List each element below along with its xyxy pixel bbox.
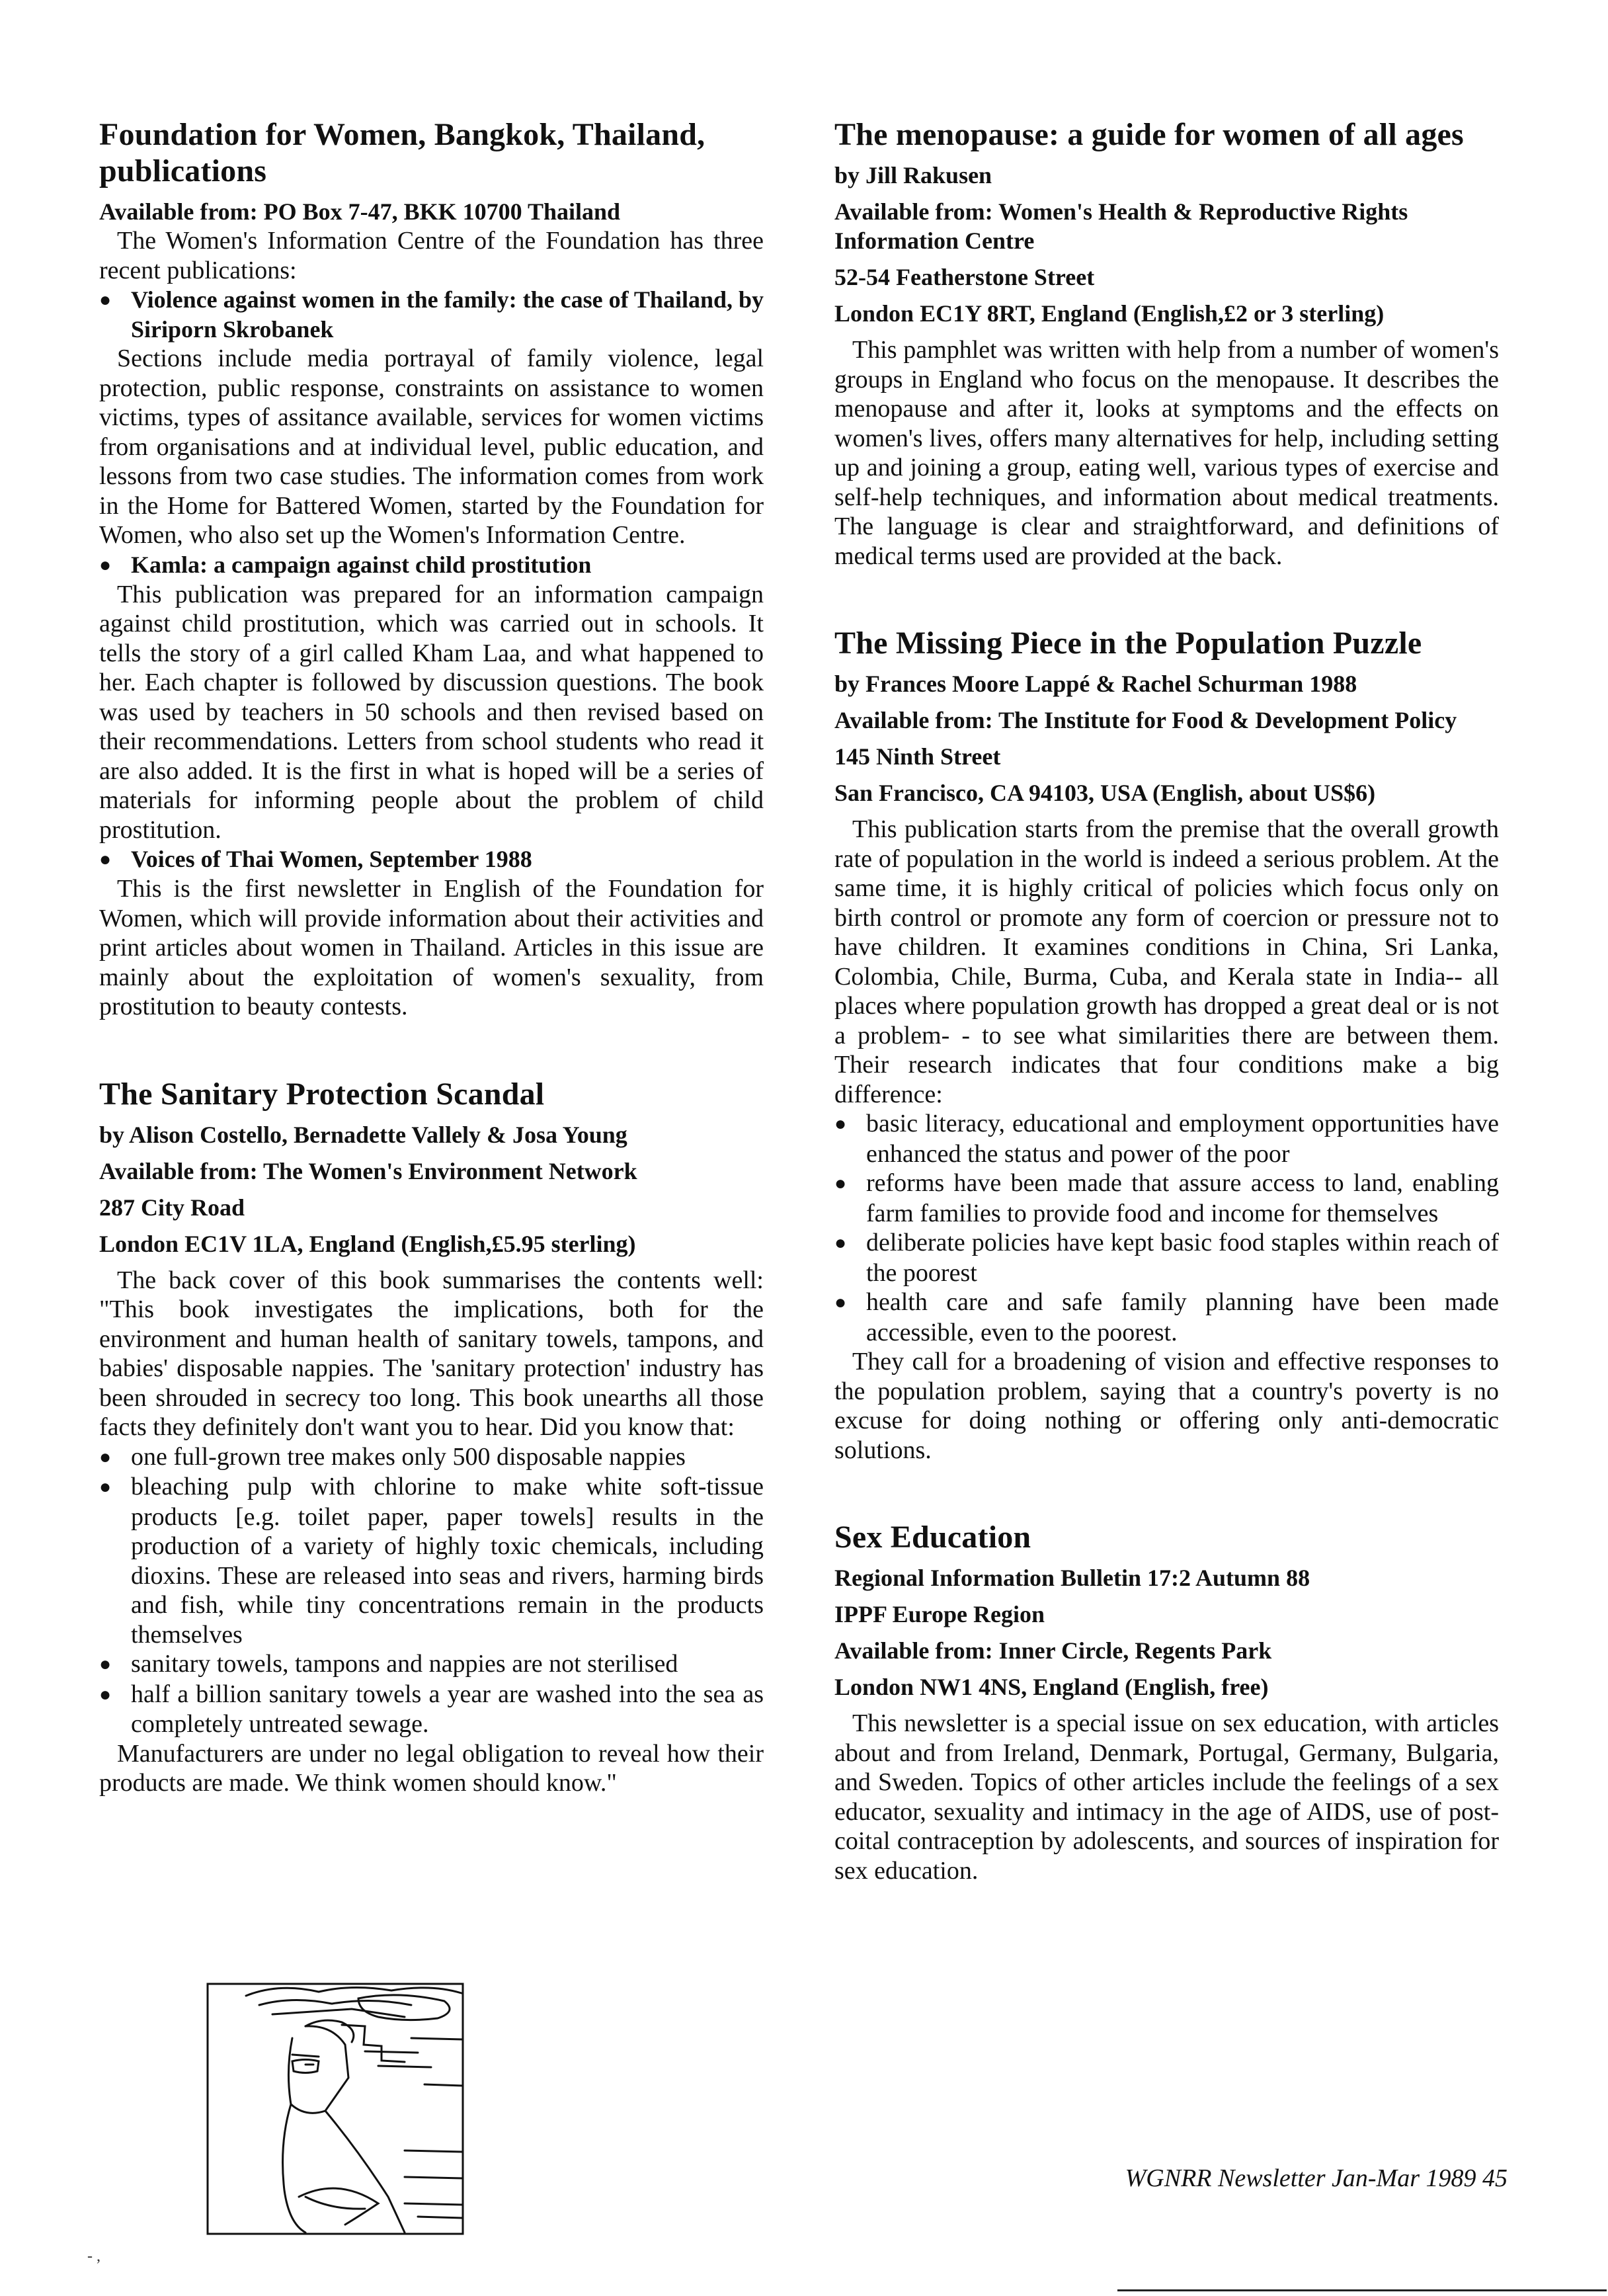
bullet-icon: ● [99,554,112,576]
address-line: 52-54 Featherstone Street [834,264,1095,290]
list-item: ● health care and safe family planning have been made accessible, even to the poorest. [834,1288,1499,1346]
intro-paragraph: This publication starts from the premise that the overall growth rate of population in the world is indeed a serious problem. At the same time, it is highly critical of policies which focus only on birth control or promote any form of coercion or pressure not to have children. It examines conditions in China, Sri Lanka, Colombia, Chile, Burma, Cuba, and Kerala state in India-- all places where population growth has dropped a great deal or is not a problem- - to see what similarities there are between them. Their research indicates that four conditions make a big difference: [834,815,1499,1108]
article-title: The Sanitary Protection Scandal [99,1076,545,1112]
address-line: London EC1Y 8RT, England (English,£2 or 3 sterling) [834,300,1385,327]
authors: by Alison Costello, Bernadette Vallely & Josa Young [99,1121,627,1148]
page-footer: WGNRR Newsletter Jan-Mar 1989 45 [1125,2164,1508,2192]
availability: Available from: PO Box 7-47, BKK 10700 Thailand [99,198,621,225]
list-item: ● basic literacy, educational and employment opportunities have enhanced the status and power of the poor [834,1110,1499,1168]
authors: by Frances Moore Lappé & Rachel Schurman 1988 [834,671,1357,697]
article-menopause [834,116,1499,571]
scan-mark: - , [87,2248,100,2265]
body-paragraph: This newsletter is a special issue on sex education, with articles about and from Ireland, Denmark, Portugal, Germany, Bulgaria, and Sweden. Topics of other articles include the feelings of a sex educator, sexuality and intimacy in the age of AIDS, use of post-coital contraception by adolescents, and sources of inspiration for sex education. [834,1709,1499,1885]
article-title: The menopause: a guide for women of all ages [834,117,1464,152]
organisation-line: IPPF Europe Region [834,1601,1045,1627]
article-foundation-for-women [99,116,764,1022]
address-line: London NW1 4NS, England (English, free) [834,1674,1269,1700]
article-sex-education [834,1519,1499,1885]
authors: by Jill Rakusen [834,162,992,188]
bullet-icon: ● [99,1683,112,1705]
availability: Available from: Women's Health & Reproductive Rights Information Centre [834,198,1408,254]
veiled-woman-illustration [206,1979,465,2236]
bullet-icon: ● [99,1476,112,1498]
bullet-icon: ● [834,1172,847,1194]
bullet-icon: ● [99,1446,112,1468]
article-sanitary-protection [99,1076,764,1798]
bullet-icon: ● [99,1653,112,1675]
bullet-list [99,1442,764,1739]
intro-paragraph: The Women's Information Centre of the Foundation has three recent publications: [99,227,764,284]
publication-heading: ● Violence against women in the family: the case of Thailand, by Siriporn Skrobanek [99,286,764,343]
intro-paragraph: The back cover of this book summarises the contents well: "This book investigates the implications, both for the environment and human health of sanitary towels, tampons, and babies' disposable nappies. The 'sanitary protection' industry has been shrouded in secrecy too long. This book unearths all those facts they definitely don't want you to hear. Did you know that: [99,1266,764,1441]
availability: Available from: The Women's Environment Network [99,1157,637,1184]
list-item: ● reforms have been made that assure access to land, enabling farm families to provide food and income for themselves [834,1169,1499,1227]
article-title: Foundation for Women, Bangkok, Thailand, publications [99,117,705,188]
availability: Available from: The Institute for Food & Development Policy [834,707,1457,733]
publication-heading: ● Voices of Thai Women, September 1988 [99,844,764,874]
publication-description: This is the first newsletter in English of the Foundation for Women, which will provide information about their activities and print articles about women in Thailand. Articles in this issue are mainly about the exploitation of women's sexuality, from prostitution to beauty contests. [99,875,764,1020]
left-column [99,116,764,1798]
right-column [834,116,1499,1885]
bullet-icon: ● [834,1292,847,1313]
closing-paragraph: They call for a broadening of vision and effective responses to the population problem, saying that a country's poverty is no excuse for doing nothing or offering only anti-democratic solutions. [834,1348,1499,1464]
bullet-icon: ● [99,848,112,870]
list-item: ● half a billion sanitary towels a year are washed into the sea as completely untreated sewage. [99,1680,764,1738]
address-line: 287 City Road [99,1194,245,1221]
publication-heading: ● Kamla: a campaign against child prostitution [99,550,764,580]
availability: Available from: Inner Circle, Regents Park [834,1637,1272,1664]
list-item: ● one full-grown tree makes only 500 disposable nappies [99,1442,764,1473]
closing-paragraph: Manufacturers are under no legal obligation to reveal how their products are made. We think women should know." [99,1739,764,1797]
bullet-icon: ● [834,1113,847,1135]
list-item: ● deliberate policies have kept basic food staples within reach of the poorest [834,1229,1499,1287]
publication-description: Sections include media portrayal of family violence, legal protection, public response, constraints on assistance to women victims, types of assitance available, services for women victims from organisations and at individual level, public education, and lessons from two case studies. The information comes from work in the Home for Battered Women, started by the Foundation for Women, who also set up the Women's Information Centre. [99,345,764,549]
bottom-rule [1117,2289,1607,2291]
bullet-icon: ● [99,289,112,311]
article-title: The Missing Piece in the Population Puzzle [834,626,1422,661]
list-item: ● sanitary towels, tampons and nappies are not sterilised [99,1649,764,1680]
article-title: Sex Education [834,1520,1031,1555]
bullet-icon: ● [834,1232,847,1254]
bullet-list [834,1109,1499,1347]
body-paragraph: This pamphlet was written with help from a number of women's groups in England who focus on the menopause. It describes the menopause and after it, looks at symptoms and the effects on women's lives, offers many alternatives for help, including setting up and joining a group, eating well, various types of exercise and self-help techniques, and information about medical treatments. The language is clear and straightforward, and definitions of medical terms used are provided at the back. [834,336,1499,570]
bulletin-line: Regional Information Bulletin 17:2 Autumn 88 [834,1565,1310,1591]
address-line: 145 Ninth Street [834,743,1001,770]
list-item: ● bleaching pulp with chlorine to make white soft-tissue products [e.g. toilet paper, paper towels] results in the production of a variety of highly toxic chemicals, including dioxins. These are released into seas and rivers, harming birds and fish, while tiny concentrations remain in the products themselves [99,1473,764,1649]
publication-description: This publication was prepared for an information campaign against child prostitution, which was carried out in schools. It tells the story of a girl called Kham Laa, and what happened to her. Each chapter is followed by discussion questions. The book was used by teachers in 50 schools and then revised based on their recommendations. Letters from school students who read it are also added. It is the first in what is hoped will be a series of materials for informing people about the problem of child prostitution. [99,580,764,844]
article-missing-piece [834,625,1499,1465]
address-line: London EC1V 1LA, England (English,£5.95 sterling) [99,1230,636,1257]
address-line: San Francisco, CA 94103, USA (English, about US$6) [834,780,1376,806]
